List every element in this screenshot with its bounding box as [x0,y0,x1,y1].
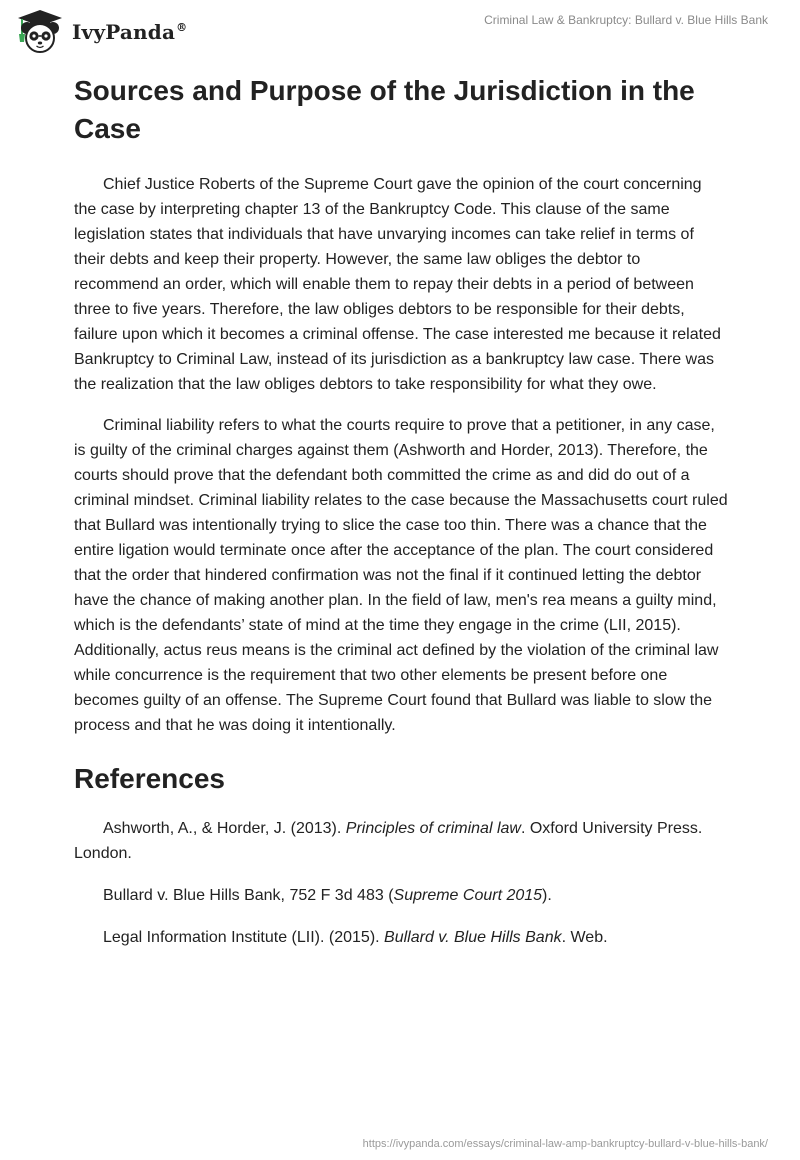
references-heading: References [74,763,225,794]
section-heading: Sources and Purpose of the Jurisdiction in the Case [74,75,695,144]
page-header [0,0,800,66]
source-url[interactable]: https://ivypanda.com/essays/criminal-law-amp-bankruptcy-bullard-v-blue-hills-bank/ [362,1138,768,1150]
panda-graduate-icon [14,8,66,54]
reference-item: Legal Information Institute (LII). (2015). Bullard v. Blue Hills Bank. Web. [103,929,608,946]
registered-mark: ® [176,21,188,35]
reference-item: Bullard v. Blue Hills Bank, 752 F 3d 483 (Supreme Court 2015). [103,887,552,904]
reference-item: Ashworth, A., & Horder, J. (2013). Principles of criminal law. Oxford University Press. London. [74,820,703,862]
body-paragraph: Criminal liability refers to what the courts require to prove that a petitioner, in any case, is guilty of the criminal charges against them (Ashworth and Horder, 2013). Therefore, the courts should prove that the defendant both committed the crime as and did do out of a criminal mindset. Criminal liability relates to the case because the Massachusetts court ruled that Bullard was intentionally trying to slice the case too thin. There was a chance that the entire ligation would terminate once after the acceptance of the plan. The court considered that the order that hindered confirmation was not the final if it continued letting the debtor have the chance of making another plan. In the field of law, men's rea means a guilty mind, which is the defendants’ state of mind at the time they engage in the crime (LII, 2015). Additionally, actus reus means is the criminal act defined by the violation of the criminal law while concurrence is the requirement that two other elements be present before one becomes guilty of an offense. The Supreme Court found that Bullard was liable to slow the process and that he was doing it intentionally. [74,417,728,734]
essay-content [74,68,728,967]
document-title: Criminal Law & Bankruptcy: Bullard v. Blue Hills Bank [484,13,768,27]
logo-wordmark: IvyPanda® [72,20,188,44]
body-paragraph: Chief Justice Roberts of the Supreme Court gave the opinion of the court concerning the case by interpreting chapter 13 of the Bankruptcy Code. This clause of the same legislation states that individuals that have unvarying incomes can take relief in terms of their debts and keep their property. However, the same law obliges the debtor to recommend an order, which will enable them to repay their debts in a period of between three to five years. Therefore, the law obliges debtors to be responsible for their debts, failure upon which it becomes a criminal offense. The case interested me because it related Bankruptcy to Criminal Law, instead of its jurisdiction as a bankruptcy law case. There was the realization that the law obliges debtors to take responsibility for what they owe. [74,176,721,393]
ivypanda-logo[interactable] [14,8,187,54]
